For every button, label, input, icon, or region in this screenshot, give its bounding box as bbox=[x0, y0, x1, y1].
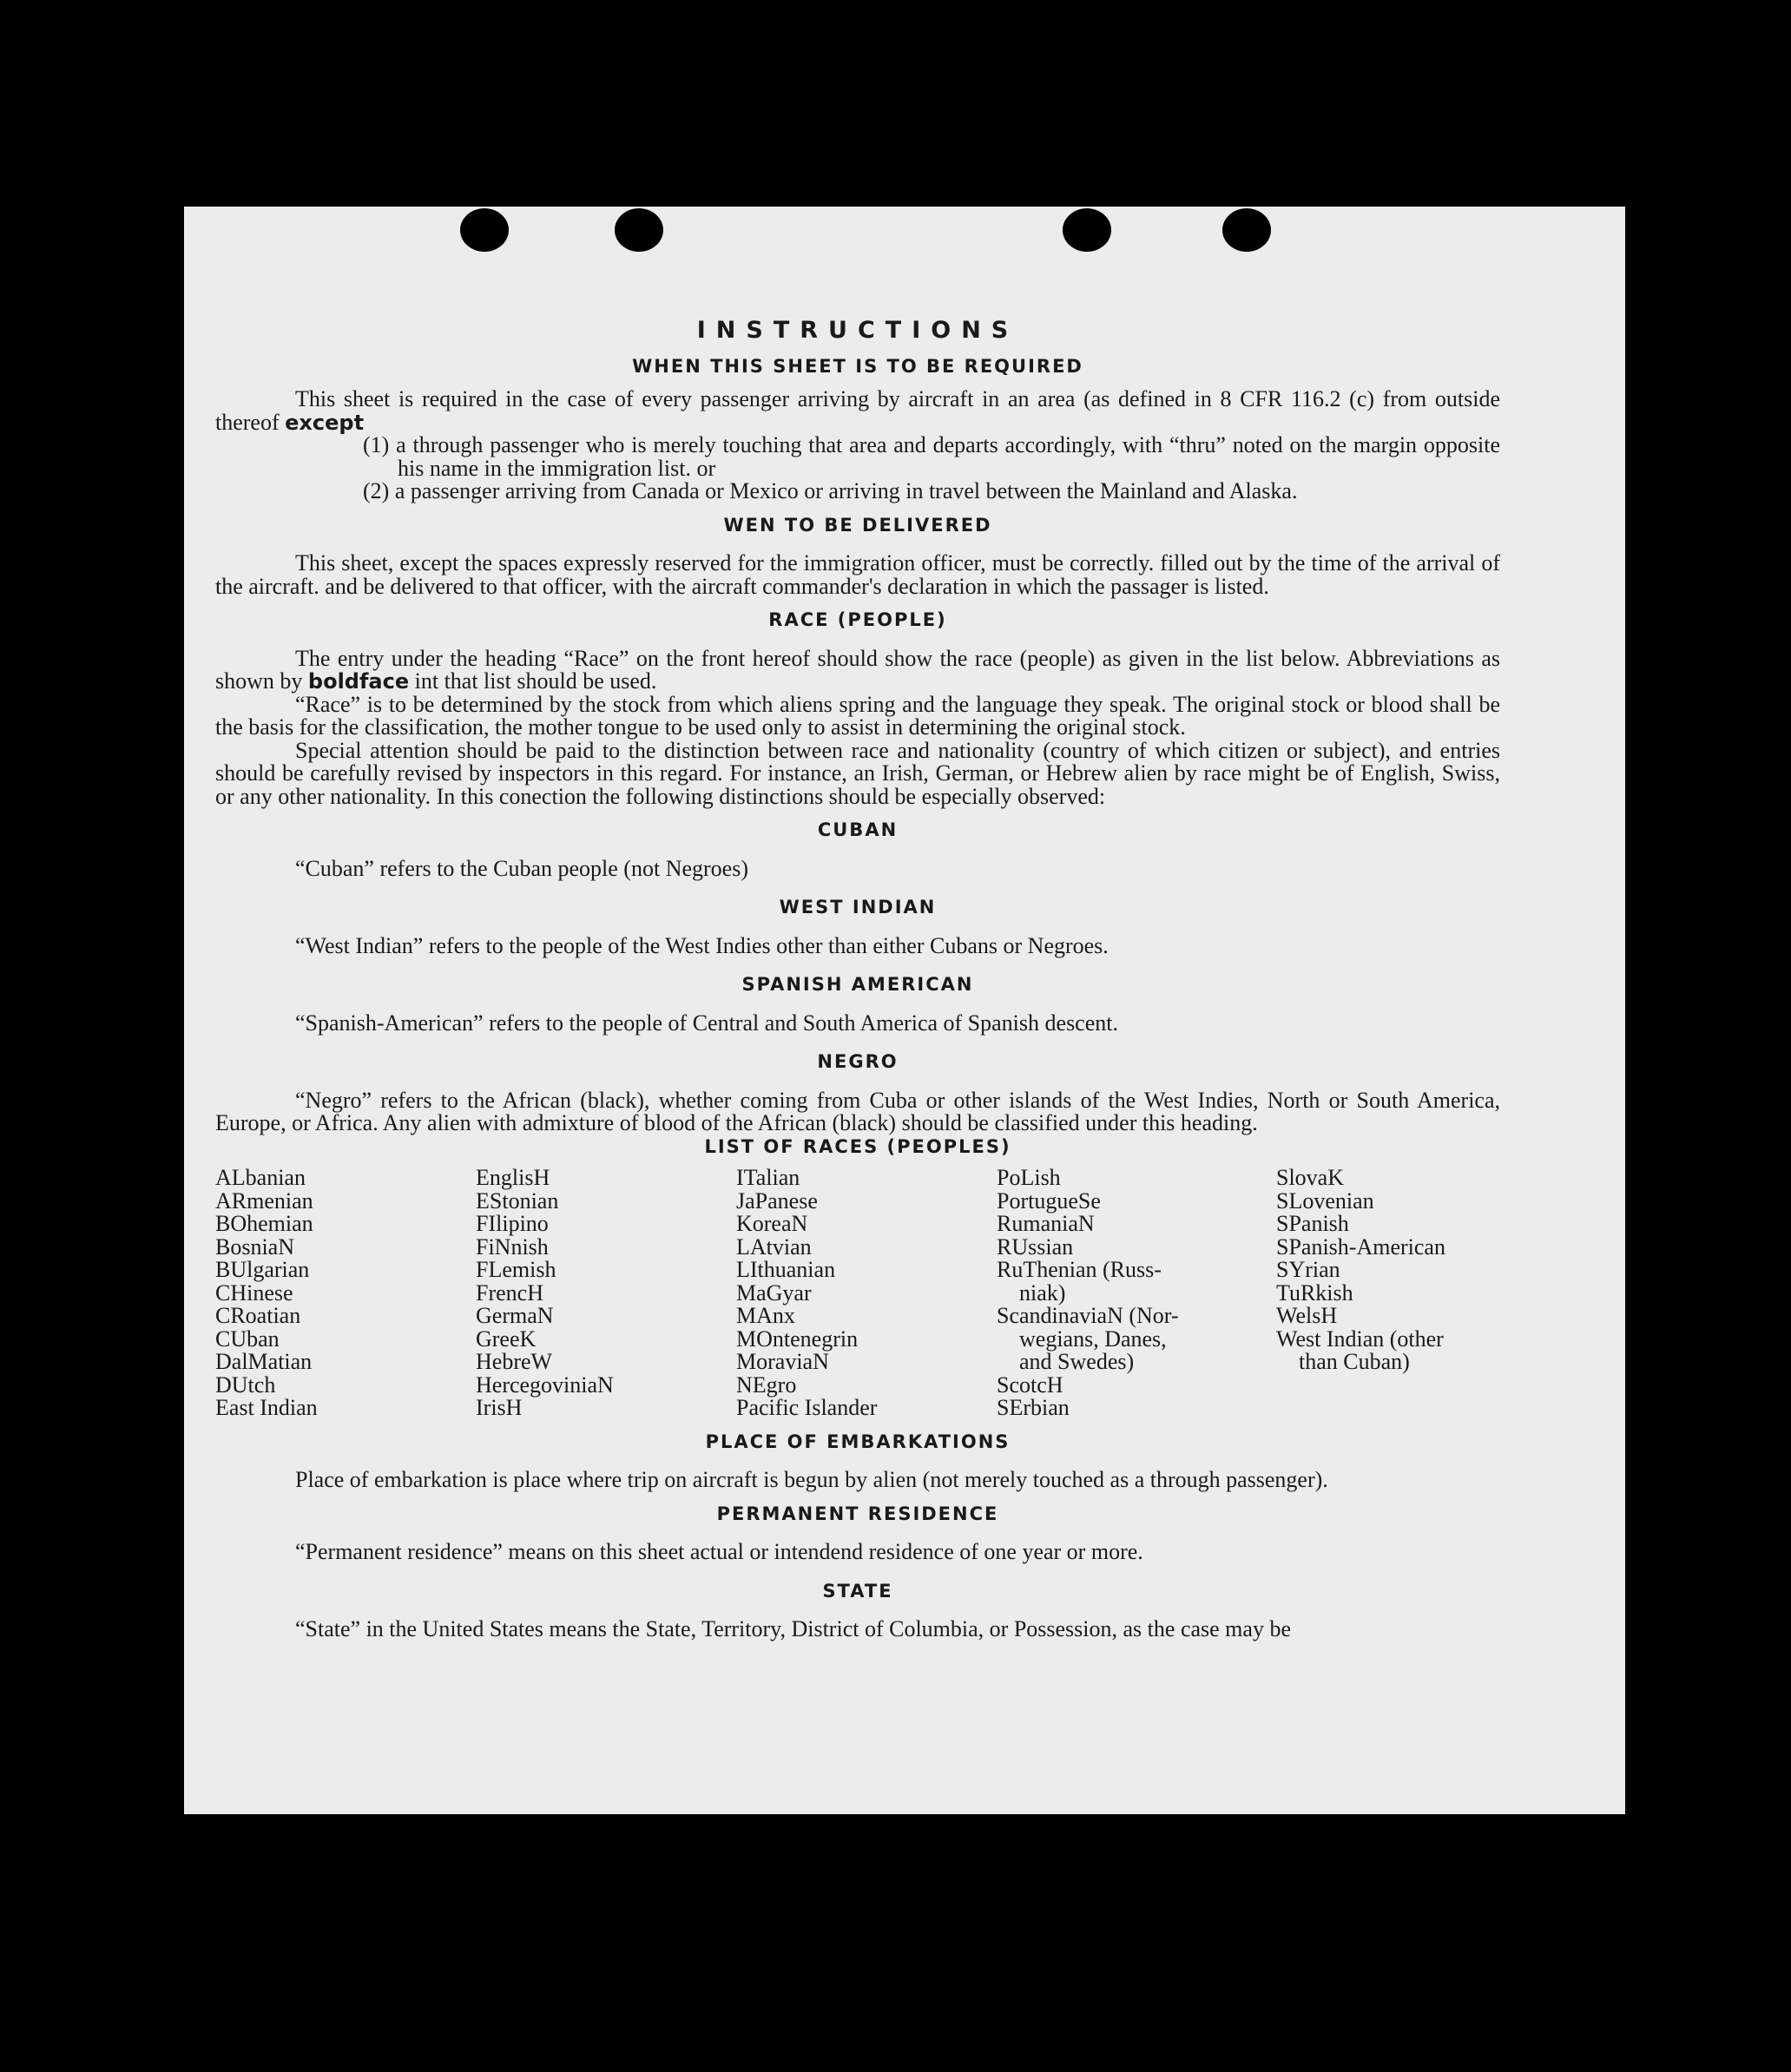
spanish-american-text: “Spanish-American” refers to the people of Central and South America of Spanish descent. bbox=[295, 1010, 1118, 1036]
race-entry: than Cuban) bbox=[1299, 1349, 1410, 1374]
race-entry: ScandinaviaN (Nor- bbox=[997, 1303, 1179, 1328]
race-entry: FiNnish bbox=[476, 1233, 549, 1260]
race-entry: West Indian (other bbox=[1276, 1325, 1444, 1352]
punch-hole bbox=[460, 208, 509, 252]
race-entry: GreeK bbox=[476, 1325, 537, 1352]
race-entry: GermaN bbox=[476, 1303, 554, 1328]
race-entry: SPanish bbox=[1276, 1211, 1349, 1236]
races-column-3 bbox=[736, 1167, 997, 1420]
race-entry: FLemish bbox=[476, 1257, 556, 1282]
race-entry: CHinese bbox=[215, 1279, 293, 1306]
race-entry: CRoatian bbox=[215, 1303, 301, 1328]
punch-hole bbox=[1222, 208, 1271, 252]
race-entry: wegians, Danes, bbox=[1019, 1325, 1167, 1352]
race-entry: RUssian bbox=[997, 1233, 1074, 1260]
races-column-1 bbox=[215, 1167, 476, 1420]
race-entry: East Indian bbox=[215, 1395, 318, 1420]
when-delivered-text: This sheet, except the spaces expressly reserved for the immigration officer, must be correctly. filled out by the time of the arrival of the aircraft. and be delivered to that officer, with the aircraft commander's declaration in which the passager is listed. bbox=[215, 550, 1500, 599]
race-entry: PortugueSe bbox=[997, 1187, 1101, 1214]
race-entry: FIlipino bbox=[476, 1211, 549, 1236]
race-entry: CUban bbox=[215, 1325, 280, 1352]
race-entry: FrencH bbox=[476, 1279, 543, 1306]
section-heading-state: STATE bbox=[822, 1580, 893, 1602]
race-entry: niak) bbox=[1019, 1279, 1066, 1306]
page-title: INSTRUCTIONS bbox=[696, 317, 1019, 344]
race-entry: LIthuanian bbox=[736, 1257, 836, 1282]
race-entry: SPanish-American bbox=[1276, 1233, 1445, 1260]
race-entry: and Swedes) bbox=[1019, 1349, 1135, 1374]
race-entry: KoreaN bbox=[736, 1211, 808, 1236]
negro-text: “Negro” refers to the African (black), whether coming from Cuba or other islands of the West Indies, North or South America, Europe, or Africa. Any alien with admixture of blood of the African (black) should be classified under this heading. bbox=[215, 1087, 1500, 1135]
race-entry: TuRkish bbox=[1276, 1279, 1353, 1306]
race-entry: SLovenian bbox=[1276, 1187, 1374, 1214]
races-list bbox=[215, 1167, 1500, 1420]
race-entry: BUlgarian bbox=[215, 1257, 310, 1282]
section-heading-spanish-american: SPANISH AMERICAN bbox=[741, 974, 974, 995]
state-text: “State” in the United States means the State, Territory, District of Columbia, or Possession, as the case may be bbox=[295, 1616, 1291, 1641]
races-column-2 bbox=[476, 1167, 736, 1420]
race-entry: EStonian bbox=[476, 1187, 559, 1214]
race-entry: HercegoviniaN bbox=[476, 1371, 614, 1398]
cuban-text: “Cuban” refers to the Cuban people (not Negroes) bbox=[295, 855, 748, 881]
race-paragraph-3: Special attention should be paid to the distinction between race and nationality (country of which citizen or subject), and entries should be carefully revised by inspectors in this regard. For instance, an Irish, German, or Hebrew alien by race might be of English, Swiss, or any other nationality. In this conection the following distinctions should be especially observed: bbox=[215, 737, 1500, 809]
section-heading-cuban: CUBAN bbox=[817, 819, 899, 840]
punch-hole bbox=[1063, 208, 1111, 252]
race-entry: MaGyar bbox=[736, 1279, 812, 1306]
race-entry: PoLish bbox=[997, 1165, 1061, 1190]
section-heading-when-required: WHEN THIS SHEET IS TO BE REQUIRED bbox=[632, 355, 1083, 377]
race-entry: MAnx bbox=[736, 1303, 795, 1328]
race-entry: ScotcH bbox=[997, 1371, 1063, 1398]
race-entry: BosniaN bbox=[215, 1233, 294, 1260]
races-column-4 bbox=[997, 1167, 1276, 1420]
race-entry: EnglisH bbox=[476, 1165, 550, 1190]
except-bold: except bbox=[285, 410, 365, 435]
section-heading-embarkation: PLACE OF EMBARKATIONS bbox=[705, 1431, 1011, 1452]
exception-item-2: (2) a passenger arriving from Canada or Mexico or arriving in travel between the Mainland and Alaska. bbox=[363, 478, 1298, 503]
instructions-document bbox=[215, 319, 1500, 1641]
race-entry: SYrian bbox=[1276, 1257, 1340, 1282]
exception-item-1: (1) a through passenger who is merely touching that area and departs accordingly, with “thru” noted on the margin opposite his name in the immigration list. or bbox=[363, 432, 1500, 481]
boldface-bold: boldface bbox=[307, 669, 410, 694]
race-entry: JaPanese bbox=[736, 1187, 818, 1214]
when-required-text: This sheet is required in the case of every passenger arriving by aircraft in an area (as defined in 8 CFR 116.2 (c) from outside thereof except bbox=[215, 386, 1500, 435]
race-entry: MoraviaN bbox=[736, 1349, 829, 1374]
race-entry: Pacific Islander bbox=[736, 1395, 878, 1420]
race-entry: MOntenegrin bbox=[736, 1325, 859, 1352]
residence-text: “Permanent residence” means on this sheet actual or intendend residence of one year or more. bbox=[295, 1539, 1143, 1564]
race-entry: LAtvian bbox=[736, 1233, 812, 1260]
section-heading-when-delivered: WEN TO BE DELIVERED bbox=[723, 514, 992, 536]
race-entry: WelsH bbox=[1276, 1303, 1338, 1328]
races-column-5 bbox=[1276, 1167, 1500, 1420]
race-entry: ALbanian bbox=[215, 1165, 306, 1190]
race-entry: ARmenian bbox=[215, 1187, 313, 1214]
race-entry: RuThenian (Russ- bbox=[997, 1257, 1162, 1282]
section-heading-list-of-races: LIST OF RACES (PEOPLES) bbox=[704, 1135, 1011, 1157]
race-entry: HebreW bbox=[476, 1349, 553, 1374]
section-heading-residence: PERMANENT RESIDENCE bbox=[716, 1503, 999, 1524]
race-paragraph-1: The entry under the heading “Race” on the front hereof should show the race (people) as given in the list below. Abbreviations as shown by boldface int that list should be used. bbox=[215, 645, 1500, 694]
west-indian-text: “West Indian” refers to the people of the West Indies other than either Cubans or Negroes. bbox=[295, 932, 1109, 958]
race-entry: DUtch bbox=[215, 1371, 276, 1398]
section-heading-race: RACE (PEOPLE) bbox=[768, 609, 947, 630]
race-paragraph-2: “Race” is to be determined by the stock from which aliens spring and the language they speak. The original stock or blood shall be the basis for the classification, the mother tongue to be used only to assist in determining the original stock. bbox=[215, 691, 1500, 740]
race-entry: BOhemian bbox=[215, 1211, 313, 1236]
race-entry: IrisH bbox=[476, 1395, 523, 1420]
race-entry: NEgro bbox=[736, 1371, 797, 1398]
race-entry: ITalian bbox=[736, 1165, 800, 1190]
race-entry: SlovaK bbox=[1276, 1165, 1344, 1190]
race-entry: RumaniaN bbox=[997, 1211, 1095, 1236]
race-entry: DalMatian bbox=[215, 1349, 313, 1374]
embarkation-text: Place of embarkation is place where trip on aircraft is begun by alien (not merely touched as a through passenger). bbox=[295, 1467, 1328, 1492]
section-heading-negro: NEGRO bbox=[817, 1051, 899, 1072]
race-entry: SErbian bbox=[997, 1395, 1070, 1420]
section-heading-west-indian: WEST INDIAN bbox=[779, 897, 937, 918]
punch-hole bbox=[615, 208, 663, 252]
